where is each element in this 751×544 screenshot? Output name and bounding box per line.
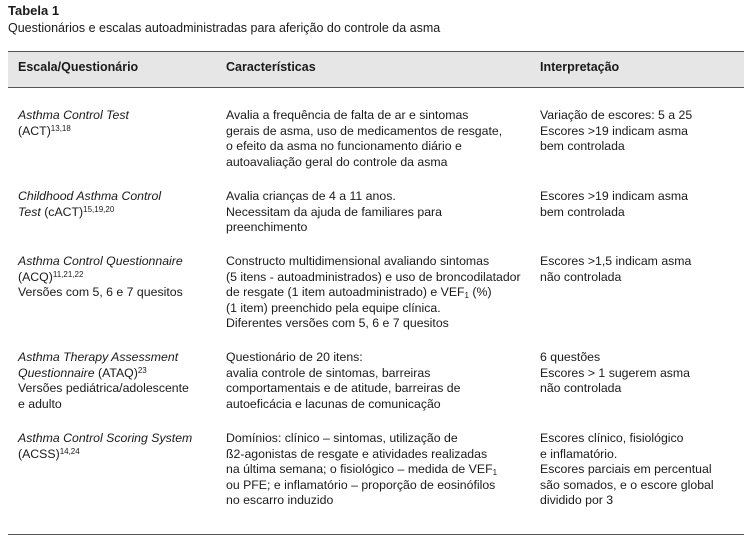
row-acss-scale [18, 431, 213, 462]
scale-refs: 15,19,20 [83, 204, 115, 214]
characteristics-text-b: (%) (1 item) preenchido pela equipe clínica. Diferentes versões com 5, 6 e 7 quesitos [226, 285, 492, 331]
table-bottom-rule [8, 534, 744, 535]
scale-abbrev: (ACQ) [18, 269, 53, 284]
characteristics-text-b: ou PFE; e inflamatório – proporção de eosinófilos no escarro induzido [226, 477, 496, 508]
row-ataq-interpretation: 6 questões Escores > 1 sugerem asma não controlada [540, 350, 691, 396]
scale-name-cont: Test [18, 204, 41, 219]
header-characteristics: Características [226, 60, 316, 74]
characteristics-text-a: Constructo multidimensional avaliando sintomas (5 itens - autoadministrados) e uso de broncodilatador de resgate (1 item autoadministrado) e VEF [226, 254, 521, 300]
subscript-1: 1 [464, 291, 469, 301]
scale-refs: 14,24 [59, 446, 80, 456]
scale-name: Asthma Control Scoring System [18, 431, 193, 445]
scale-abbrev: (cACT) [40, 204, 84, 219]
scale-refs: 23 [137, 365, 147, 375]
row-act-characteristics: Avalia a frequência de falta de ar e sintomas gerais de asma, uso de medicamentos de resgate, o efeito da asma no funcionamento diário e autoavaliação geral do controle da asma [226, 108, 503, 169]
table-caption: Questionários e escalas autoadministradas para aferição do controle da asma [8, 21, 441, 35]
scale-name: Asthma Control Test [18, 108, 129, 122]
header-interpretation: Interpretação [540, 60, 620, 74]
row-act-scale [18, 108, 213, 139]
row-acq-interpretation: Escores >1,5 indicam asma não controlada [540, 254, 692, 284]
row-act-interpretation: Variação de escores: 5 a 25 Escores >19 indicam asma bem controlada [540, 108, 693, 154]
scale-versions: Versões com 5, 6 e 7 quesitos [18, 285, 183, 300]
row-acq-characteristics [226, 254, 526, 332]
scale-refs: 13,18 [50, 123, 71, 133]
scale-name: Asthma Control Questionnaire [18, 254, 183, 268]
row-acss-characteristics [226, 431, 526, 509]
subscript-1: 1 [492, 468, 498, 478]
row-acq-scale [18, 254, 213, 301]
scale-name: Childhood Asthma Control [18, 189, 162, 203]
row-ataq-scale [18, 350, 213, 412]
scale-refs: 11,21,22 [52, 269, 84, 279]
characteristics-text-a: Domínios: clínico – sintomas, utilização de ß2-agonistas de resgate e atividades realizadas na última semana; o fisiológico – medida de VEF [226, 431, 493, 477]
scale-name: Asthma Therapy Assessment [18, 350, 179, 364]
row-acss-interpretation: Escores clínico, fisiológico e inflamatório. Escores parciais em percentual são somados, e o escore global dividido por 3 [540, 431, 714, 508]
row-cact-interpretation: Escores >19 indicam asma bem controlada [540, 189, 688, 219]
row-ataq-characteristics: Questionário de 20 itens: avalia controle de sintomas, barreiras comportamentais e de atitude, barreiras de autoeficácia e lacunas de comunicação [226, 350, 461, 411]
scale-versions: Versões pediátrica/adolescente e adulto [18, 381, 189, 411]
row-cact-scale [18, 189, 213, 220]
scale-name-cont: Questionnaire [18, 365, 95, 380]
table-label: Tabela 1 [8, 3, 60, 18]
scale-abbrev: (ACT) [18, 123, 51, 138]
row-cact-characteristics: Avalia crianças de 4 a 11 anos. Necessitam da ajuda de familiares para preenchimento [226, 189, 442, 235]
header-scale: Escala/Questionário [18, 60, 139, 74]
scale-abbrev: (ATAQ) [94, 365, 138, 380]
scale-abbrev: (ACSS) [18, 446, 60, 461]
